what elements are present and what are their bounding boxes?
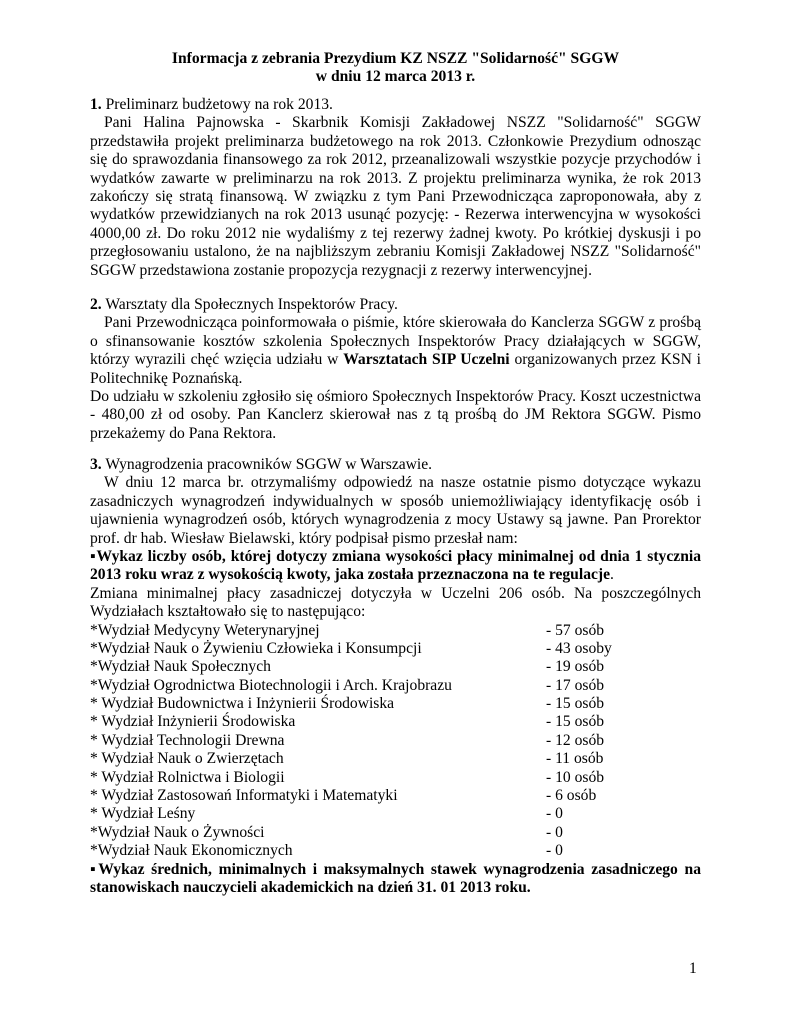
faculty-name: *Wydział Nauk Społecznych [90,658,271,676]
faculty-list [90,622,701,861]
section-3 [90,456,701,897]
section-2-number: 2. [90,296,102,313]
section-3-heading-text: Wynagrodzenia pracowników SGGW w Warszawie. [101,456,433,473]
faculty-count: - 11 osób [546,750,604,768]
faculty-row [90,695,701,713]
paragraph-line: SGGW przedstawiona zostanie propozycja rezygnacji z rezerwy interwencyjnej. [90,261,592,279]
bullet-text: 2013 roku wraz z wysokością kwoty, jaka została przeznaczona na te regulacje [90,566,611,584]
paragraph-line: ujawnienia wynagrodzeń osób, których wynagrodzenia z mocy Ustawy są jawne. Pan Prorektor [90,511,701,529]
paragraph-line: zasadniczych wynagrodzeń indywidualnych w sposób uniemożliwiający identyfikację osób i [90,492,701,510]
paragraph-text: którzy wyrazili chęć wzięcia udziału w [90,351,344,369]
faculty-row [90,750,701,768]
faculty-count: - 57 osób [546,621,605,639]
bullet-item-2-continued: stanowiskach nauczycieli akademickich na dzień 31. 01 2013 roku. [90,878,531,896]
faculty-name: *Wydział Medycyny Weterynaryjnej [90,621,320,639]
faculty-row [90,787,701,805]
paragraph-line: wydatków zawarte w preliminarzu na rok 2013. Z projektu preliminarza wynika, że rok 2013 [90,169,701,187]
faculty-row [90,769,701,787]
paragraph-text: organizowanych przez KSN i [509,351,701,369]
section-2-heading [90,296,701,314]
faculty-row [90,640,701,658]
faculty-name: *Wydział Ogrodnictwa Biotechnologii i Arch. Krajobrazu [90,676,452,694]
faculty-name: * Wydział Leśny [90,805,196,823]
faculty-count: - 10 osób [546,768,605,786]
paragraph-line: przedstawiła projekt preliminarza budżetowego na rok 2013. Członkowie Prezydium odnosząc [90,132,701,150]
paragraph-line: 4000,00 zł. Do roku 2012 nie wydaliśmy z tej rezerwy żadnej kwoty. Po krótkiej dyskusji i po [90,224,701,242]
document-subtitle-date: w dniu 12 marca 2013 r. [315,68,476,85]
faculty-count: - 43 osoby [546,639,612,657]
paragraph-line: przegłosowaniu ustalono, że na najbliższym zebraniu Komisji Zakładowej NSZZ "Solidarność" [90,243,701,261]
faculty-count: - 15 osób [546,695,605,713]
faculty-name: * Wydział Budownictwa i Inżynierii Środowiska [90,695,395,713]
paragraph-line: Politechnikę Poznańską. [90,369,243,387]
faculty-row [90,677,701,695]
faculty-name: * Wydział Technologii Drewna [90,731,285,749]
section-2 [90,296,701,443]
faculty-row [90,732,701,750]
section-2-heading-text: Warsztaty dla Społecznych Inspektorów Pracy. [101,296,398,313]
paragraph-line: Pani Halina Pajnowska - Skarbnik Komisji Zakładowej NSZZ "Solidarność" SGGW [104,114,701,132]
faculty-count: - 0 [546,805,563,823]
bullet-item-1-continued [90,566,701,584]
paragraph-line: Wydziałach kształtowało się to następująco: [90,603,366,621]
paragraph-line [90,351,701,369]
workshop-name: Warsztatach SIP Uczelni [343,351,510,369]
faculty-row [90,805,701,823]
faculty-count: - 6 osób [546,787,597,805]
bullet-period: . [610,566,614,584]
section-3-heading [90,456,701,474]
faculty-row [90,824,701,842]
faculty-name: * Wydział Rolnictwa i Biologii [90,768,285,786]
faculty-name: * Wydział Nauk o Zwierzętach [90,750,284,768]
paragraph-line: Pani Przewodnicząca poinformowała o piśmie, które skierowała do Kanclerza SGGW z prośbą [104,314,701,332]
faculty-row [90,658,701,676]
paragraph-line: o sfinansowanie kosztów szkolenia Społecznych Inspektorów Pracy działających w SGGW, [90,332,701,350]
page-number: 1 [689,960,697,977]
faculty-count: - 19 osób [546,658,605,676]
paragraph-line: się do sprawozdania finansowego za rok 2012, przeanalizowali wszystkie pozycje przychodów i [90,151,701,169]
faculty-name: * Wydział Inżynierii Środowiska [90,713,296,731]
bullet-item-1: ▪Wykaz liczby osób, której dotyczy zmiana wysokości płacy minimalnej od dnia 1 stycznia [90,547,701,565]
faculty-name: *Wydział Nauk o Żywieniu Człowieka i Konsumpcji [90,639,422,657]
faculty-name: *Wydział Nauk o Żywności [90,823,265,841]
paragraph-line: - 480,00 zł od osoby. Pan Kanclerz skierował nas z tą prośbą do JM Rektora SGGW. Pismo [90,406,701,424]
paragraph-line: wydatków przewidzianych na rok 2013 usunąć pozycję: - Rezerwa interwencyjna w wysokości [90,206,701,224]
paragraph-line: prof. dr hab. Wiesław Bielawski, który podpisał pismo przesłał nam: [90,529,518,547]
paragraph-line: przekażemy do Pana Rektora. [90,424,277,442]
faculty-count: - 15 osób [546,713,605,731]
faculty-count: - 0 [546,823,563,841]
faculty-row [90,713,701,731]
paragraph-line: Zmiana minimalnej płacy zasadniczej dotyczyła w Uczelni 206 osób. Na poszczególnych [90,584,701,602]
section-1-heading [90,96,701,114]
faculty-count: - 12 osób [546,731,605,749]
document-title: Informacja z zebrania Prezydium KZ NSZZ "Solidarność" SGGW [171,50,620,67]
bullet-item-2: ▪Wykaz średnich, minimalnych i maksymalnych stawek wynagrodzenia zasadniczego na [90,860,701,878]
section-1-number: 1. [90,96,102,113]
faculty-row [90,622,701,640]
faculty-count: - 0 [546,842,563,860]
faculty-row [90,842,701,860]
section-1-heading-text: Preliminarz budżetowy na rok 2013. [101,96,333,113]
section-3-number: 3. [90,456,102,473]
paragraph-line: zakończy się stratą finansową. W związku z tym Pani Przewodnicząca zaproponowała, aby z [90,187,701,205]
faculty-name: *Wydział Nauk Ekonomicznych [90,842,293,860]
paragraph-line: Do udziału w szkoleniu zgłosiło się ośmioro Społecznych Inspektorów Pracy. Koszt uczestnictwa [90,387,701,405]
faculty-name: * Wydział Zastosowań Informatyki i Matematyki [90,787,398,805]
faculty-count: - 17 osób [546,676,605,694]
section-1 [90,96,701,280]
paragraph-line: W dniu 12 marca br. otrzymaliśmy odpowiedź na nasze ostatnie pismo dotyczące wykazu [104,474,701,492]
